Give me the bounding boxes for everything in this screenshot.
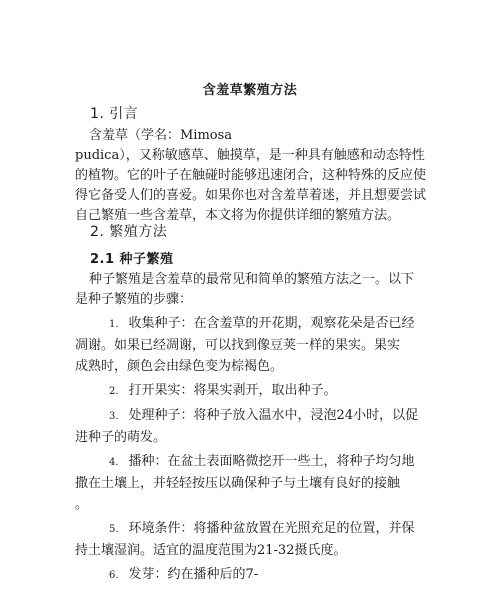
list-item-number: 6. (109, 570, 119, 581)
list-item-text: 处理种子：将种子放入温水中，浸泡24小时，以促 (128, 408, 419, 423)
list-item-number: 3. (109, 411, 119, 422)
list-item (75, 313, 435, 377)
intro-line: pudica），又称敏感草、触摸草，是一种具有触感和动态特性 (75, 148, 425, 163)
list-item-text: 播种：在盆土表面略微挖开一些土，将种子均匀地 (128, 454, 415, 469)
list-item-text: 打开果实：将果实剥开，取出种子。 (128, 383, 337, 398)
list-item (75, 405, 435, 448)
seed-intro-line: 种子繁殖是含羞草的最常见和简单的繁殖方法之一。以下 (89, 272, 415, 287)
intro-paragraph (75, 126, 435, 226)
list-item-text: 持土壤湿润。适宜的温度范围为21-32摄氏度。 (75, 543, 347, 558)
section-heading-methods: 2. 繁殖方法 (90, 224, 168, 240)
intro-line: 含羞草（学名：Mimosa (89, 128, 233, 143)
intro-line: 自己繁殖一些含羞草，本文将为你提供详细的繁殖方法。 (75, 208, 401, 223)
list-item-number: 4. (109, 457, 119, 468)
seed-intro-line: 是种子繁殖的步骤： (75, 292, 193, 307)
section-heading-intro: 1. 引言 (90, 106, 139, 122)
list-item (75, 518, 435, 561)
list-item (75, 380, 435, 402)
list-item-text: 凋谢。如果已经凋谢，可以找到像豆荚一样的果实。果实 (75, 338, 401, 353)
list-item-text: 。 (75, 497, 89, 512)
intro-line: 的植物。它的叶子在触碰时能够迅速闭合，这种特殊的反应使 (75, 168, 427, 183)
list-item-text: 撒在土壤上，并轻轻按压以确保种子与土壤有良好的接触 (75, 476, 401, 491)
list-item-text: 进种子的萌发。 (75, 430, 167, 445)
seed-steps-list (75, 313, 435, 589)
list-item (75, 564, 435, 586)
list-item-number: 2. (109, 386, 119, 397)
seed-intro-paragraph (75, 270, 435, 310)
list-item-text: 发芽：约在播种后的7- (128, 567, 259, 582)
list-item-text: 环境条件：将播种盆放置在光照充足的位置，并保 (128, 521, 415, 536)
intro-line: 得它备受人们的喜爱。如果你也对含羞草着迷，并且想要尝试 (75, 188, 427, 203)
document-title: 含羞草繁殖方法 (202, 83, 298, 98)
list-item-number: 1. (109, 319, 119, 330)
list-item-text: 收集种子：在含羞草的开花期，观察花朵是否已经 (128, 316, 415, 331)
list-item-number: 5. (109, 524, 119, 535)
subsection-heading-seed: 2.1 种子繁殖 (90, 252, 174, 267)
list-item (75, 451, 435, 515)
list-item-text: 成熟时，颜色会由绿色变为棕褐色。 (75, 359, 284, 374)
